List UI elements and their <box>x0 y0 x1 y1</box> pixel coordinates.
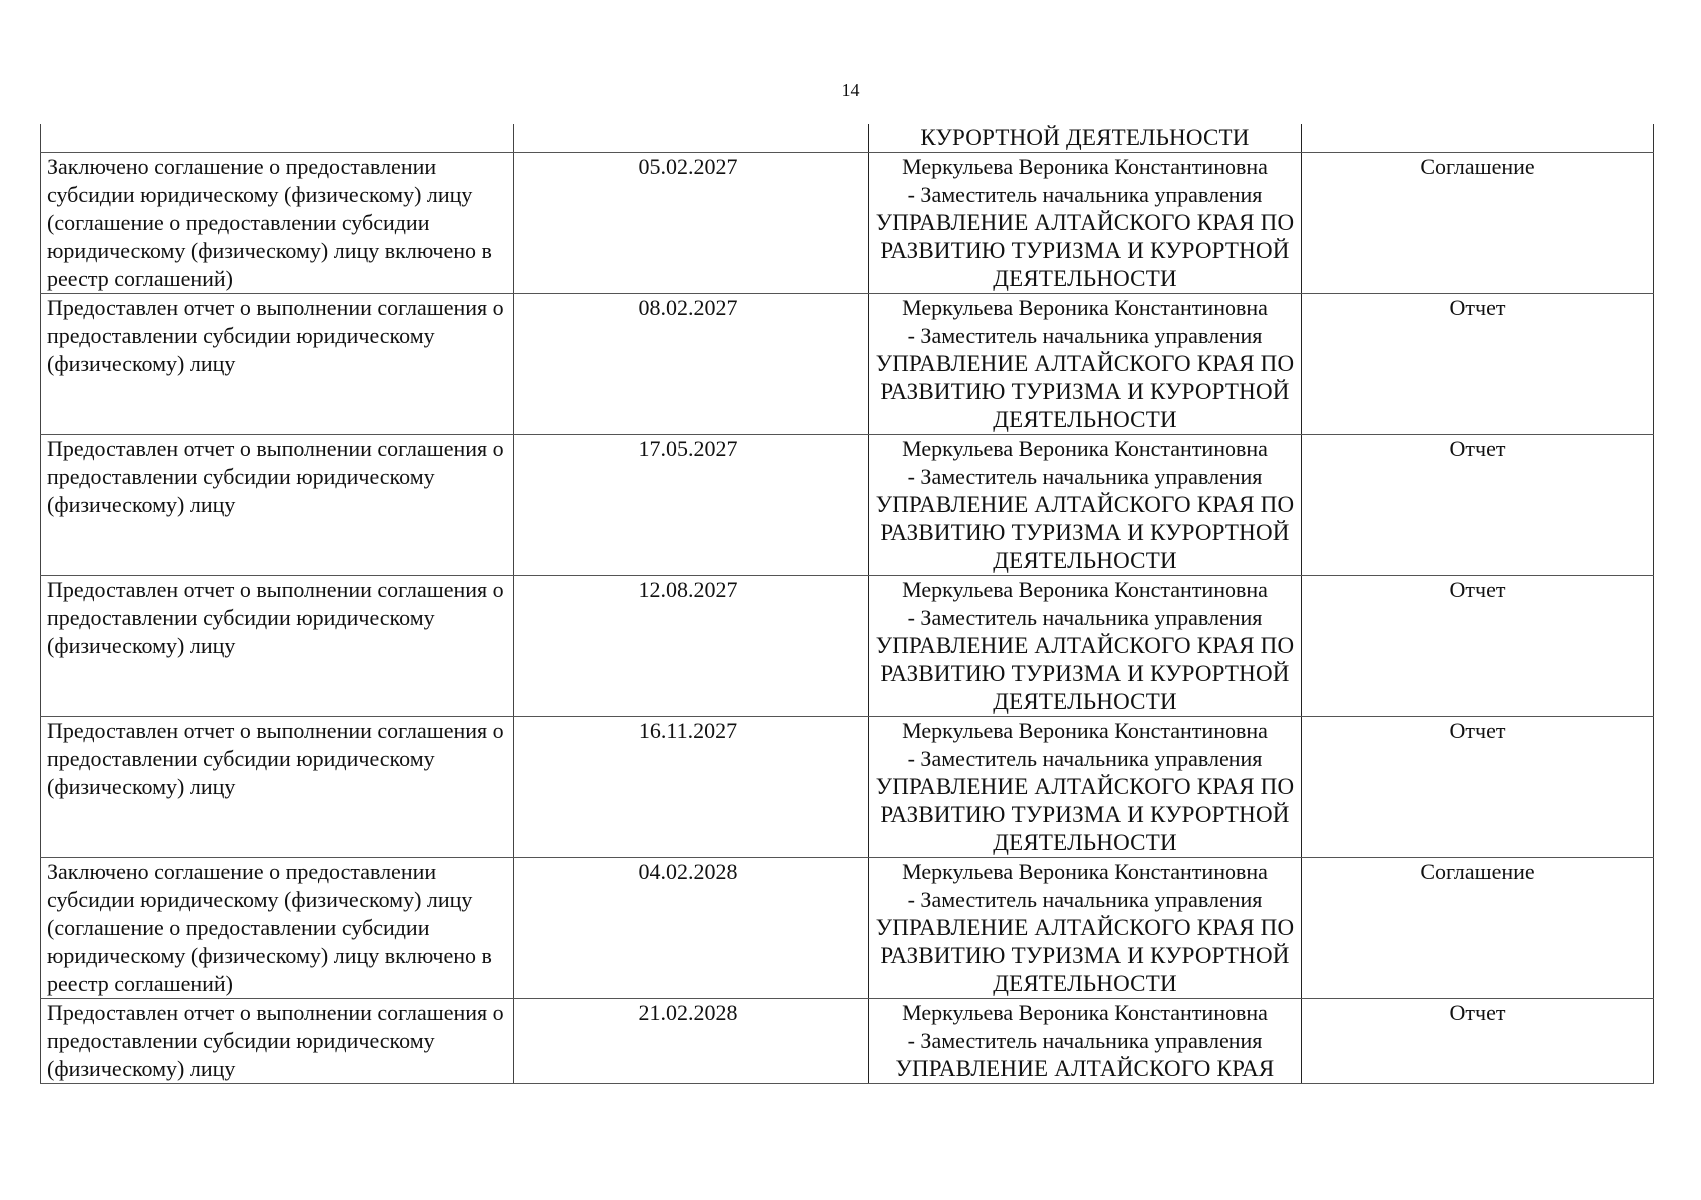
date-cell: 16.11.2027 <box>514 717 869 858</box>
organization-name: УПРАВЛЕНИЕ АЛТАЙСКОГО КРАЯ ПО РАЗВИТИЮ ТУРИЗМА И КУРОРТНОЙ ДЕЯТЕЛЬНОСТИ <box>875 774 1295 855</box>
responsible-cell <box>869 576 1302 717</box>
event-cell: Заключено соглашение о предоставлении субсидии юридическому (физическому) лицу (соглашение о предоставлении субсидии юридическому (физическому) лицу включено в реестр соглашений) <box>41 858 514 999</box>
person-position: - Заместитель начальника управления <box>907 746 1263 771</box>
organization-name: УПРАВЛЕНИЕ АЛТАЙСКОГО КРАЯ <box>895 1056 1275 1081</box>
event-cell: Предоставлен отчет о выполнении соглашения о предоставлении субсидии юридическому (физическому) лицу <box>41 294 514 435</box>
event-cell: Предоставлен отчет о выполнении соглашения о предоставлении субсидии юридическому (физическому) лицу <box>41 576 514 717</box>
table-row <box>41 999 1654 1084</box>
document-cell: Отчет <box>1302 576 1654 717</box>
organization-name: УПРАВЛЕНИЕ АЛТАЙСКОГО КРАЯ ПО РАЗВИТИЮ ТУРИЗМА И КУРОРТНОЙ ДЕЯТЕЛЬНОСТИ <box>875 915 1295 996</box>
responsible-cell <box>869 999 1302 1084</box>
person-name: Меркульева Вероника Константиновна <box>902 436 1268 461</box>
document-cell <box>1302 124 1654 153</box>
person-name: Меркульева Вероника Константиновна <box>902 577 1268 602</box>
document-cell: Отчет <box>1302 435 1654 576</box>
person-position: - Заместитель начальника управления <box>907 605 1263 630</box>
responsible-cell <box>869 858 1302 999</box>
person-name: Меркульева Вероника Константиновна <box>902 295 1268 320</box>
table-row-continuation <box>41 124 1654 153</box>
table-row <box>41 153 1654 294</box>
document-cell: Соглашение <box>1302 153 1654 294</box>
table-row <box>41 717 1654 858</box>
organization-name: УПРАВЛЕНИЕ АЛТАЙСКОГО КРАЯ ПО РАЗВИТИЮ ТУРИЗМА И КУРОРТНОЙ ДЕЯТЕЛЬНОСТИ <box>875 633 1295 714</box>
document-cell: Соглашение <box>1302 858 1654 999</box>
event-cell <box>41 124 514 153</box>
person-name: Меркульева Вероника Константиновна <box>902 154 1268 179</box>
person-position: - Заместитель начальника управления <box>907 464 1263 489</box>
date-cell: 08.02.2027 <box>514 294 869 435</box>
table-row <box>41 576 1654 717</box>
document-cell: Отчет <box>1302 294 1654 435</box>
page-number: 14 <box>841 80 860 100</box>
document-cell: Отчет <box>1302 999 1654 1084</box>
event-cell: Предоставлен отчет о выполнении соглашения о предоставлении субсидии юридическому (физическому) лицу <box>41 435 514 576</box>
table-row <box>41 858 1654 999</box>
date-cell <box>514 124 869 153</box>
organization-name: КУРОРТНОЙ ДЕЯТЕЛЬНОСТИ <box>920 125 1250 150</box>
event-cell: Предоставлен отчет о выполнении соглашения о предоставлении субсидии юридическому (физическому) лицу <box>41 717 514 858</box>
date-cell: 04.02.2028 <box>514 858 869 999</box>
event-cell: Предоставлен отчет о выполнении соглашения о предоставлении субсидии юридическому (физическому) лицу <box>41 999 514 1084</box>
table-row <box>41 435 1654 576</box>
responsible-cell <box>869 124 1302 153</box>
person-position: - Заместитель начальника управления <box>907 323 1263 348</box>
person-name: Меркульева Вероника Константиновна <box>902 718 1268 743</box>
date-cell: 05.02.2027 <box>514 153 869 294</box>
date-cell: 21.02.2028 <box>514 999 869 1084</box>
events-table <box>40 124 1654 1084</box>
person-name: Меркульева Вероника Константиновна <box>902 1000 1268 1025</box>
person-name: Меркульева Вероника Константиновна <box>902 859 1268 884</box>
date-cell: 12.08.2027 <box>514 576 869 717</box>
document-cell: Отчет <box>1302 717 1654 858</box>
responsible-cell <box>869 294 1302 435</box>
event-cell: Заключено соглашение о предоставлении субсидии юридическому (физическому) лицу (соглашение о предоставлении субсидии юридическому (физическому) лицу включено в реестр соглашений) <box>41 153 514 294</box>
table-row <box>41 294 1654 435</box>
responsible-cell <box>869 717 1302 858</box>
organization-name: УПРАВЛЕНИЕ АЛТАЙСКОГО КРАЯ ПО РАЗВИТИЮ ТУРИЗМА И КУРОРТНОЙ ДЕЯТЕЛЬНОСТИ <box>875 351 1295 432</box>
responsible-cell <box>869 153 1302 294</box>
responsible-cell <box>869 435 1302 576</box>
person-position: - Заместитель начальника управления <box>907 182 1263 207</box>
person-position: - Заместитель начальника управления <box>907 1028 1263 1053</box>
organization-name: УПРАВЛЕНИЕ АЛТАЙСКОГО КРАЯ ПО РАЗВИТИЮ ТУРИЗМА И КУРОРТНОЙ ДЕЯТЕЛЬНОСТИ <box>875 492 1295 573</box>
organization-name: УПРАВЛЕНИЕ АЛТАЙСКОГО КРАЯ ПО РАЗВИТИЮ ТУРИЗМА И КУРОРТНОЙ ДЕЯТЕЛЬНОСТИ <box>875 210 1295 291</box>
person-position: - Заместитель начальника управления <box>907 887 1263 912</box>
date-cell: 17.05.2027 <box>514 435 869 576</box>
